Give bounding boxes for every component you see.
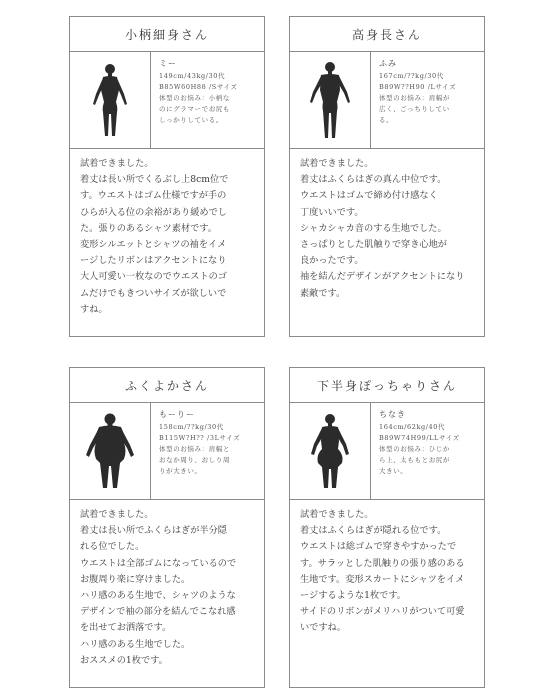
profile-stat: B85W60H88 /Sサイズ	[159, 83, 238, 91]
comment-line: 大人可愛い一枚なのでウエストのゴ	[80, 271, 227, 283]
profile-info	[151, 403, 264, 499]
profile-stat: る。	[379, 116, 394, 124]
profile-section	[290, 52, 484, 149]
comment-line: 素敵です。	[300, 287, 346, 299]
comment-line: 試着できました。	[80, 158, 154, 169]
comment-line: 変形シルエットとシャツの袖をイメ	[80, 239, 227, 251]
comment-line: 試着できました。	[300, 509, 374, 520]
review-card-pear-shape	[289, 367, 485, 688]
review-card-tall	[289, 16, 485, 337]
review-comment	[290, 500, 484, 637]
comment-line: す。ウエストはゴム仕様ですが手の	[80, 190, 227, 202]
profile-stat: B89W74H99/LLサイズ	[379, 434, 460, 442]
profile-stat: おなか周り、おしり周	[159, 456, 230, 464]
review-comment	[290, 149, 484, 302]
body-figure	[70, 403, 151, 499]
comment-line: 着丈は長い所でふくらはぎが半分隠	[80, 525, 227, 537]
comment-line: すね。	[80, 303, 108, 315]
comment-line: ハリ感のある生地で、シャツのような	[80, 590, 236, 602]
profile-stat: 体型のお悩み：肩幅が	[379, 94, 450, 102]
profile-stat: 大きい。	[379, 467, 408, 475]
comment-line: 着丈はふくらはぎが隠れる位です。	[300, 525, 447, 537]
profile-stat: 体型のお悩み：肩幅と	[159, 445, 230, 453]
comment-line: ムだけでもきついサイズが欲しいで	[80, 287, 227, 299]
comment-line: デザインで袖の部分を結んでこなれ感	[80, 606, 236, 618]
comment-line: お腹周り楽に穿けました。	[80, 573, 191, 585]
comment-line: 生地です。変形スカートにシャツをイメ	[300, 573, 465, 585]
comment-line: ウエストは全部ゴムになっているので	[80, 557, 237, 569]
card-title: 高身長さん	[290, 17, 484, 52]
comment-line: さっぱりとした肌触りで穿き心地が	[300, 239, 447, 251]
comment-line: シャカシャカ音のする生地でした。	[300, 222, 447, 234]
comment-line: 試着できました。	[80, 509, 154, 520]
comment-line: 袖を結んだデザインがアクセントになり	[300, 271, 465, 283]
body-figure	[70, 52, 151, 148]
comment-line: ージしたリボンはアクセントになり	[80, 255, 227, 267]
comment-line: ージするような1枚です。	[300, 590, 406, 602]
profile-stat: 体型のお悩み：小柄な	[159, 94, 230, 102]
profile-stat: しっかりしている。	[159, 116, 223, 124]
comment-line: サイドのリボンがメリハリがついて可愛	[300, 606, 465, 618]
body-figure	[290, 403, 371, 499]
profile-stat: B89W??H90 /Lサイズ	[379, 83, 457, 91]
reviewer-name: ちなき	[379, 410, 406, 419]
comment-line: おススメの1枚です。	[80, 654, 168, 666]
profile-info	[151, 52, 264, 148]
comment-line: ハリ感のある生地でした。	[80, 638, 191, 650]
slim-petite-silhouette-icon	[80, 60, 140, 140]
comment-line: ウエストは総ゴムで穿きやすかったで	[300, 541, 457, 553]
profile-stat: 広く、ごっちりしてい	[379, 105, 450, 113]
profile-stat: 158cm/??kg/30代	[159, 423, 224, 431]
comment-line: す。サラッとした肌触りの張り感のある	[300, 557, 465, 569]
profile-stat: ら上、太ももとお尻が	[379, 456, 450, 464]
comment-line: を出せてお洒落です。	[80, 622, 172, 634]
tall-silhouette-icon	[300, 60, 360, 140]
profile-stat: のにグラマーでお尻も	[159, 105, 230, 113]
comment-line: ひらが入る位の余裕があり緩めでし	[80, 206, 227, 218]
profile-info	[371, 52, 484, 148]
review-card-petite-slim	[69, 16, 265, 337]
comment-line: 着丈はふくらはぎの真ん中位です。	[300, 174, 447, 186]
reviewer-name: もーりー	[159, 410, 195, 419]
comment-line: いですね。	[300, 622, 346, 634]
reviewer-name: ふみ	[379, 59, 397, 68]
review-card-plump	[69, 367, 265, 688]
profile-stat: B115W?H?? /3Lサイズ	[159, 434, 241, 442]
profile-stat: 体型のお悩み：ひじか	[379, 445, 450, 453]
plump-silhouette-icon	[80, 411, 140, 491]
card-title: 下半身ぽっちゃりさん	[290, 368, 484, 403]
comment-line: 試着できました。	[300, 158, 374, 169]
body-figure	[290, 52, 371, 148]
comment-line: 良かったです。	[300, 255, 364, 267]
profile-info	[371, 403, 484, 499]
profile-section	[70, 403, 264, 500]
profile-section	[290, 403, 484, 500]
comment-line: た。張りのあるシャツ素材です。	[80, 222, 217, 234]
review-comment	[70, 149, 264, 318]
review-comment	[70, 500, 264, 669]
profile-stat: 149cm/43kg/30代	[159, 72, 226, 80]
comment-line: れる位でした。	[80, 541, 145, 553]
profile-stat: りが大きい。	[159, 467, 202, 475]
pear-shape-silhouette-icon	[300, 411, 360, 491]
profile-stat: 167cm/??kg/30代	[379, 72, 444, 80]
reviewer-name: ミー	[159, 59, 177, 68]
comment-line: ウエストはゴムで締め付け感なく	[300, 190, 438, 202]
card-title: ふくよかさん	[70, 368, 264, 403]
profile-section	[70, 52, 264, 149]
comment-line: 丁度いいです。	[300, 206, 364, 218]
card-title: 小柄細身さん	[70, 17, 264, 52]
profile-stat: 164cm/62kg/40代	[379, 423, 446, 431]
comment-line: 着丈は長い所でくるぶし上8cm位で	[80, 174, 229, 186]
